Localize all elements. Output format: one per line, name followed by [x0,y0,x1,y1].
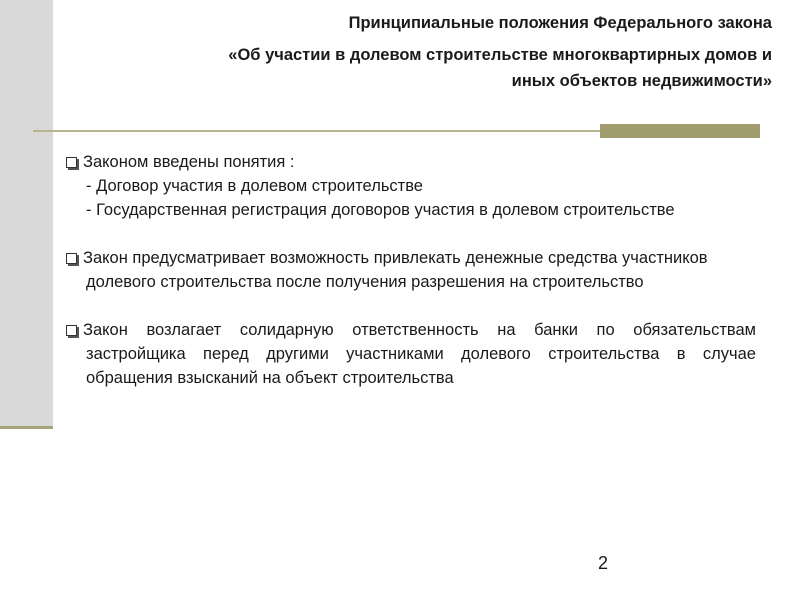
sub-item: - Государственная регистрация договоров участия в долевом строительстве [86,201,675,219]
bullet-item [66,318,756,390]
left-band-underline [0,426,53,429]
slide-content [66,150,756,414]
bullet-text: Законом введены понятия : [83,153,295,171]
header-accent-block [600,124,760,138]
sub-item: - Договор участия в долевом строительстве [86,177,423,195]
bullet-item [66,150,756,222]
bullet-text: Закон возлагает солидарную ответственность на банки по обязательствам застройщика перед другими участниками долевого строительства в случае обращения взысканий на объект строительства [83,321,756,387]
left-decorative-band [0,0,53,426]
checkbox-bullet-icon [66,253,77,264]
title-line-2: «Об участии в долевом строительстве многоквартирных домов и [228,46,772,64]
title-line-1: Принципиальные положения Федерального закона [348,14,772,32]
bullet-text: Закон предусматривает возможность привлекать денежные средства участников долевого строительства после получения разрешения на строительство [83,249,708,291]
title-line-3: иных объектов недвижимости» [511,72,772,90]
page-number: 2 [598,553,609,573]
slide-title [60,10,772,94]
bullet-item [66,246,756,294]
checkbox-bullet-icon [66,325,77,336]
checkbox-bullet-icon [66,157,77,168]
